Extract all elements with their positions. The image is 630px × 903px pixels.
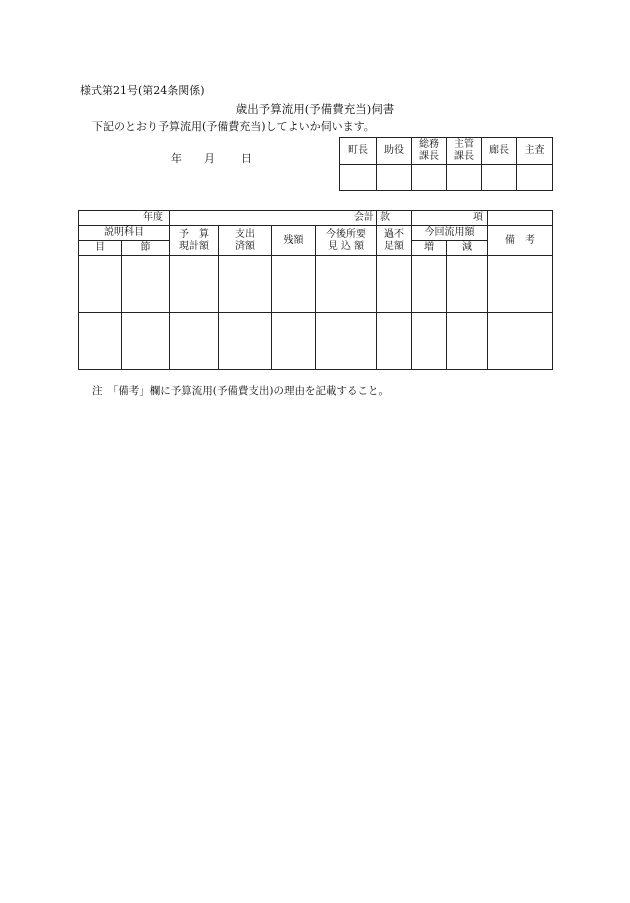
- header-kafusokugaku: 過不 足額: [377, 226, 412, 256]
- intro-text: 下記のとおり予算流用(予備費充当)してよいか伺います。: [92, 120, 375, 133]
- kan-label: 款: [377, 211, 412, 226]
- approval-stamp-cell[interactable]: [377, 165, 412, 191]
- account-label: 会計: [170, 211, 377, 226]
- date-year: 年: [171, 152, 182, 165]
- entry-cell[interactable]: [488, 256, 553, 313]
- entry-cell[interactable]: [272, 256, 316, 313]
- fiscal-year-label: 年度: [79, 211, 170, 226]
- document-title: 歳出予算流用(予備費充当)伺書: [235, 102, 395, 116]
- approval-stamp-cell[interactable]: [517, 165, 553, 191]
- kou-label: 項: [412, 211, 488, 226]
- date-month: 月: [204, 152, 215, 165]
- approval-stamp-table: [339, 137, 553, 191]
- approval-header-shukan-kacho: 主管 課長: [447, 138, 482, 165]
- approval-stamp-cell[interactable]: [412, 165, 447, 191]
- approval-stamp-cell[interactable]: [482, 165, 517, 191]
- header-item-group: 説明科目: [79, 226, 170, 241]
- entry-cell[interactable]: [79, 313, 122, 370]
- header-setsu: 節: [122, 241, 170, 256]
- entry-cell[interactable]: [122, 313, 170, 370]
- header-moku: 目: [79, 241, 122, 256]
- approval-header-joyaku: 助役: [377, 138, 412, 165]
- header-kongo-mikomigaku: 今後所要 見 込 額: [316, 226, 377, 256]
- entry-cell[interactable]: [447, 256, 488, 313]
- entry-cell[interactable]: [488, 313, 553, 370]
- header-gen: 減: [447, 241, 488, 256]
- entry-cell[interactable]: [377, 256, 412, 313]
- date-day: 日: [241, 152, 252, 165]
- header-yosan-genkeigaku: 予 算 現計額: [170, 226, 219, 256]
- date-line: [171, 150, 252, 166]
- approval-header-shusa: 主査: [517, 138, 553, 165]
- kou-value-cell[interactable]: [488, 211, 553, 226]
- entry-cell[interactable]: [219, 313, 272, 370]
- entry-cell[interactable]: [219, 256, 272, 313]
- approval-stamp-cell[interactable]: [340, 165, 377, 191]
- form-number: 様式第21号(第24条関係): [80, 84, 205, 97]
- entry-cell[interactable]: [412, 313, 447, 370]
- approval-header-somu-kacho: 総務 課長: [412, 138, 447, 165]
- header-zou: 増: [412, 241, 447, 256]
- header-zangaku: 残額: [272, 226, 316, 256]
- entry-cell[interactable]: [316, 256, 377, 313]
- entry-cell[interactable]: [79, 256, 122, 313]
- header-biko: 備 考: [488, 226, 553, 256]
- entry-cell[interactable]: [447, 313, 488, 370]
- entry-cell[interactable]: [316, 313, 377, 370]
- approval-header-chocho: 町長: [340, 138, 377, 165]
- entry-cell[interactable]: [377, 313, 412, 370]
- entry-cell[interactable]: [170, 256, 219, 313]
- footnote: 注 「備考」欄に予算流用(予備費支出)の理由を記載すること。: [92, 385, 389, 397]
- approval-header-rocho: 廊長: [482, 138, 517, 165]
- header-shishutsu-sumigaku: 支出 済額: [219, 226, 272, 256]
- entry-cell[interactable]: [412, 256, 447, 313]
- entry-cell[interactable]: [122, 256, 170, 313]
- approval-stamp-cell[interactable]: [447, 165, 482, 191]
- entry-cell[interactable]: [170, 313, 219, 370]
- header-konkai-ryuyogaku: 今回流用額: [412, 226, 488, 241]
- entry-cell[interactable]: [272, 313, 316, 370]
- budget-transfer-table: [78, 210, 553, 370]
